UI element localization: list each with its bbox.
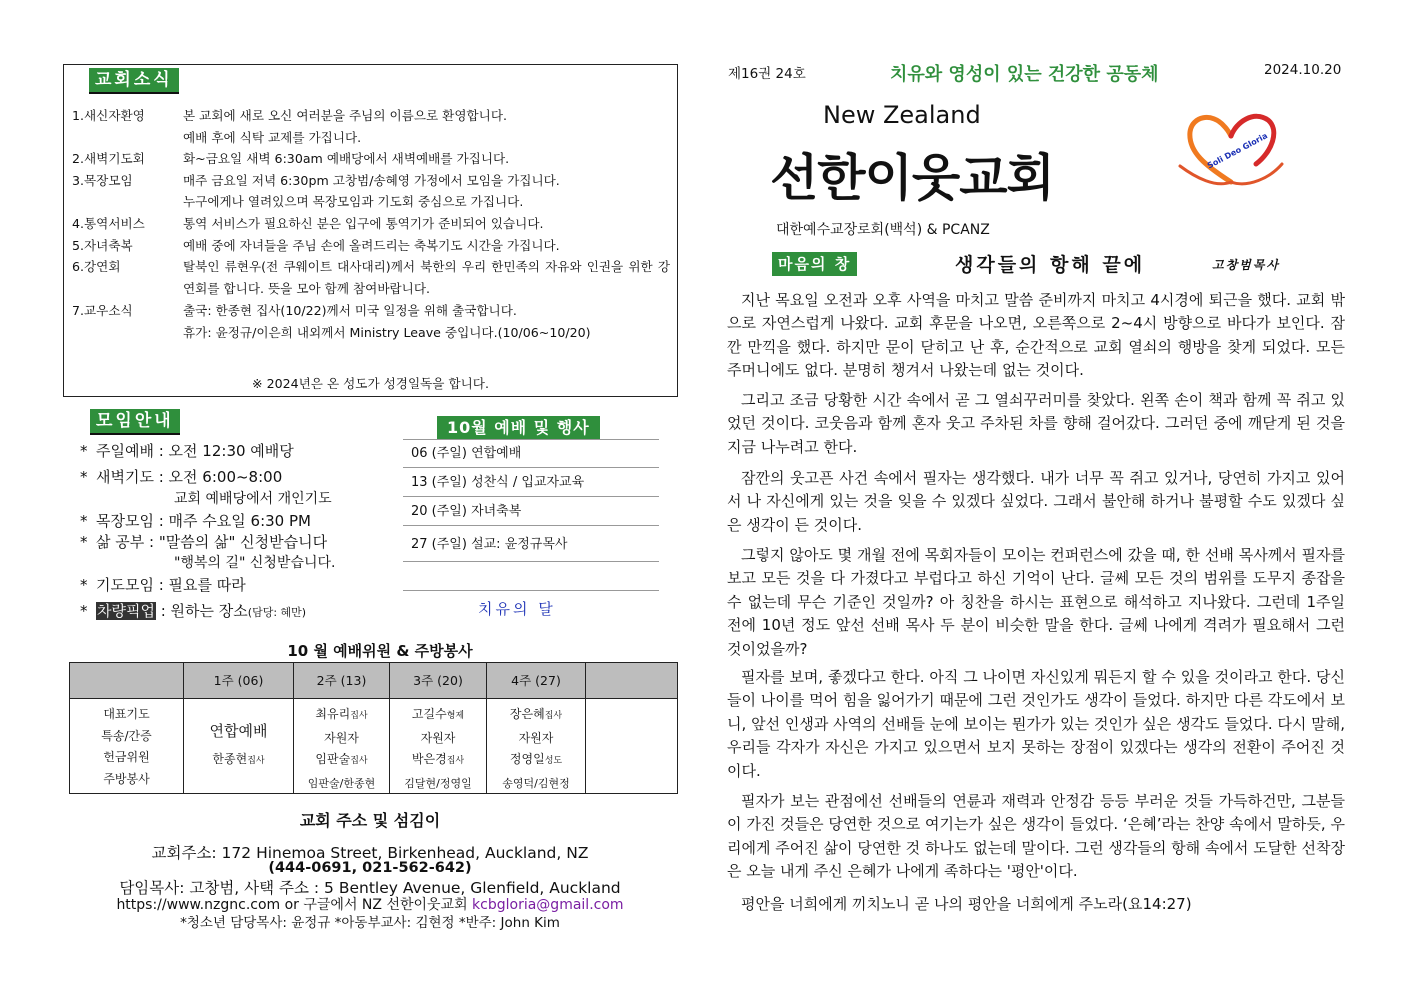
church-news-box: 교회소식 1.새신자환영 본 교회에 새로 오신 여러분을 주님의 이름으로 환영합니다. 예배 후에 식탁 교제를 가집니다. 2.새벽기도회 화~금요일 새벽 6:30am 예배당에서 새벽예배를 가집니다. 3.목장모임 매주 금요일 저녁 6:30pm 고창범/송혜영 가정에서 모임을 가집니다. 누구에게나 열려있으며 목장모임과 기도회 중심으로 가집니다. 4.통역서비스 통역 서비스가 필요하신 분은 입구에 통역기가 준비되어 있습니다. 5.자녀축복 예배 중에 자녀들을 주님 손에 올려드리는 축복기도 시간을 가집니다. 6.강연회 탈북인 류현우(전 쿠웨이트 대사대리)께서 북한의 우리 한민족의 자유와 인권을 위한 강연회를 합니다. 뜻을 모아 함께 참여바랍니다. 7.교우소식 출국: 한종현 집사(10/22)께서 미국 일정을 위해 출국합니다. 휴가: 윤정규/이은희 내외께서 Ministry Leave 중입니다.(10/06~10/20) ※ 2024년은 온 성도가 성경일독을 합니다. xyxy=(63,64,678,397)
church-news-title: 교회소식 xyxy=(89,68,179,94)
staff-line: *청소년 담당목사: 윤정규 *아동부교사: 김현정 *반주: John Kim xyxy=(180,915,560,931)
duty-week2: 최유리집사 자원자 임판술집사 임판술/한종현 xyxy=(307,707,376,790)
duty-week4: 장은혜집사 자원자 정영일성도 송영덕/김현정 xyxy=(502,707,570,790)
address-title: 교회 주소 및 섬김이 xyxy=(299,811,441,830)
month-theme: 치유의 달 xyxy=(478,600,556,618)
column-paragraph: 지난 목요일 오전과 오후 사역을 마치고 말씀 준비까지 마치고 4시경에 퇴근을 했다. 교회 밖으로 자연스럽게 나왔다. 교회 후문을 나오면, 오른쪽으로 2~4시 방향으로 바다가 보인다. 잠깐 만끽을 했다. 하지만 문이 닫히고 난 후, 순간적으로 교회 열쇠의 행방을 찾게 되었다. 모든 주머니에도 없다. 분명히 챙겨서 나왔는데 없는 것이다. xyxy=(727,291,1345,380)
duty-title: 10 월 예배위원 & 주방봉사 xyxy=(287,642,473,660)
meeting-cell-group: * 목장모임 : 매주 수요일 6:30 PM xyxy=(80,512,311,530)
website-link[interactable]: https://www.nzgnc.com or 구글에서 NZ 선한이웃교회 xyxy=(116,897,473,913)
pastor-address: 담임목사: 고창범, 사택 주소 : 5 Bentley Avenue, Glenfield, Auckland xyxy=(119,879,621,897)
meeting-life-study-2: "행복의 길" 신청받습니다. xyxy=(174,555,336,571)
duty-header-week2: 2주 (13) xyxy=(316,673,367,688)
meeting-dawn-prayer: * 새벽기도 : 오전 6:00~8:00 xyxy=(80,468,283,486)
meeting-dawn-prayer-note: 교회 예배당에서 개인기도 xyxy=(174,491,332,507)
column-author: 고창범목사 xyxy=(1212,258,1280,272)
meeting-sunday-worship: * 주일예배 : 오전 12:30 예배당 xyxy=(80,442,294,460)
issue-date: 2024.10.20 xyxy=(1264,62,1342,78)
event-row-empty xyxy=(403,563,659,591)
october-events-title: 10월 예배 및 행사 xyxy=(437,416,600,440)
duty-week1-kitchen: 한종현집사 xyxy=(212,752,265,766)
meeting-vehicle-pickup: * 차량픽업 : 원하는 장소(담당: 혜만) xyxy=(80,602,307,620)
church-name: 선한이웃교회 xyxy=(770,149,1054,207)
column-paragraph: 필자가 보는 관점에선 선배들의 연륜과 재력과 안정감 등등 부러운 것들 가득하건만, 그분들이 가진 것들은 당연한 것으로 여기는가 싶은 생각이 들었다. ‘은혜’라는 찬양 속에서 말하듯, 우리에게 주어진 삶이 당연한 것 하나도 없는데 말이다. 그런 생각들의 항해 속에서 도달한 선착장은 오늘 내게 주신 은혜가 나에게 족하다는 '평안'이다. xyxy=(727,792,1345,881)
column-scripture: 평안을 너희에게 끼치노니 곧 나의 평안을 너희에게 주노라(요14:27) xyxy=(741,895,1192,913)
event-row: 20 (주일) 자녀축복 xyxy=(403,498,659,526)
heart-hands-icon xyxy=(1176,108,1286,190)
column-title: 생각들의 항해 끝에 xyxy=(955,254,1146,276)
duty-header-week3: 3주 (20) xyxy=(413,673,463,688)
meeting-prayer: * 기도모임 : 필요를 따라 xyxy=(80,576,246,594)
event-row: 13 (주일) 성찬식 / 입교자교육 xyxy=(403,469,659,497)
duty-week1-union: 연합예배 xyxy=(209,722,268,740)
column-paragraph: 잠깐의 웃고픈 사건 속에서 필자는 생각했다. 내가 너무 꼭 쥐고 있거나, 당연히 가지고 있어서 나 자신에게 있는 것을 잊을 수 있겠다 싶었다. 그래서 불안해 하거나 불평할 수도 있겠다 싶은 생각이 든 것이다. xyxy=(727,469,1345,534)
duty-header-week1: 1주 (06) xyxy=(213,673,264,688)
duty-week3: 고길수형제 자원자 박은경집사 김달현/정영일 xyxy=(404,707,472,790)
column-tag: 마음의 창 xyxy=(772,252,857,276)
meetings-title: 모임안내 xyxy=(90,409,180,435)
slogan: 치유와 영성이 있는 건강한 공동체 xyxy=(890,64,1159,85)
column-paragraph: 필자를 보며, 좋겠다고 한다. 아직 그 나이면 자신있게 뭐든지 할 수 있을 것이라고 한다. 당신들이 나이를 먹어 힘을 잃어가기 때문에 그런 것인가도 생각이 들었다. 하지만 다른 각도에서 보니, 앞선 인생과 사역의 선배들 눈에 보이는 뭔가가 있는 것인가 싶은 생각도 들었다. 다시 말해, 우리들 각자가 자신은 가지고 있으면서 보지 못하는 장점이 있겠다는 생각의 전환이 주어진 것이다. xyxy=(727,668,1345,780)
column-paragraph: 그리고 조금 당황한 시간 속에서 곧 그 열쇠꾸러미를 찾았다. 왼쪽 손이 책과 함께 꼭 쥐고 있었던 것이다. 코웃음과 함께 혼자 웃고 주차된 차를 향해 걸어갔다. 그러던 중에 깨닫게 된 것을 지금 나누려고 한다. xyxy=(727,391,1345,456)
meeting-life-study: * 삶 공부 : "말씀의 삶" 신청받습니다 xyxy=(80,533,328,551)
email-link[interactable]: kcbgloria@gmail.com xyxy=(472,897,624,913)
country-label: New Zealand xyxy=(823,101,981,129)
event-row: 27 (주일) 설교: 윤정규목사 xyxy=(403,527,659,562)
bible-reading-note: ※ 2024년은 온 성도가 성경일독을 합니다. xyxy=(252,376,489,391)
duty-roles: 대표기도 특송/간증 헌금위원 주방봉사 xyxy=(101,707,152,786)
column-paragraph: 그렇지 않아도 몇 개월 전에 목회자들이 모이는 컨퍼런스에 갔을 때, 한 선배 목사께서 필자를 보고 모든 것을 다 가졌다고 부럽다고 하신 기억이 난다. 글쎄 모든 것의 범위를 도무지 종잡을 수 없는데 무슨 기준인 것일까? 아 칭찬을 하시는 표현으로 해석하고 지나왔다. 그런데 1주일 전에 10년 정도 앞선 선배 목사 두 분이 비슷한 말을 한다. 글쎄 나에게 격려가 필요해서 그런 것이었을까? xyxy=(727,546,1345,658)
duty-header-week4: 4주 (27) xyxy=(511,673,561,688)
event-row: 06 (주일) 연합예배 xyxy=(403,440,659,468)
church-logo xyxy=(1176,108,1286,190)
church-phone: (444-0691, 021-562-642) xyxy=(268,860,472,876)
duty-table xyxy=(69,662,678,794)
svg-text:Soli Deo Gloria: Soli Deo Gloria xyxy=(1205,131,1270,171)
church-address: 교회주소: 172 Hinemoa Street, Birkenhead, Auckland, NZ xyxy=(151,844,589,862)
issue-number: 제16권 24호 xyxy=(728,66,806,82)
denomination: 대한예수교장로회(백석) & PCANZ xyxy=(776,222,990,238)
